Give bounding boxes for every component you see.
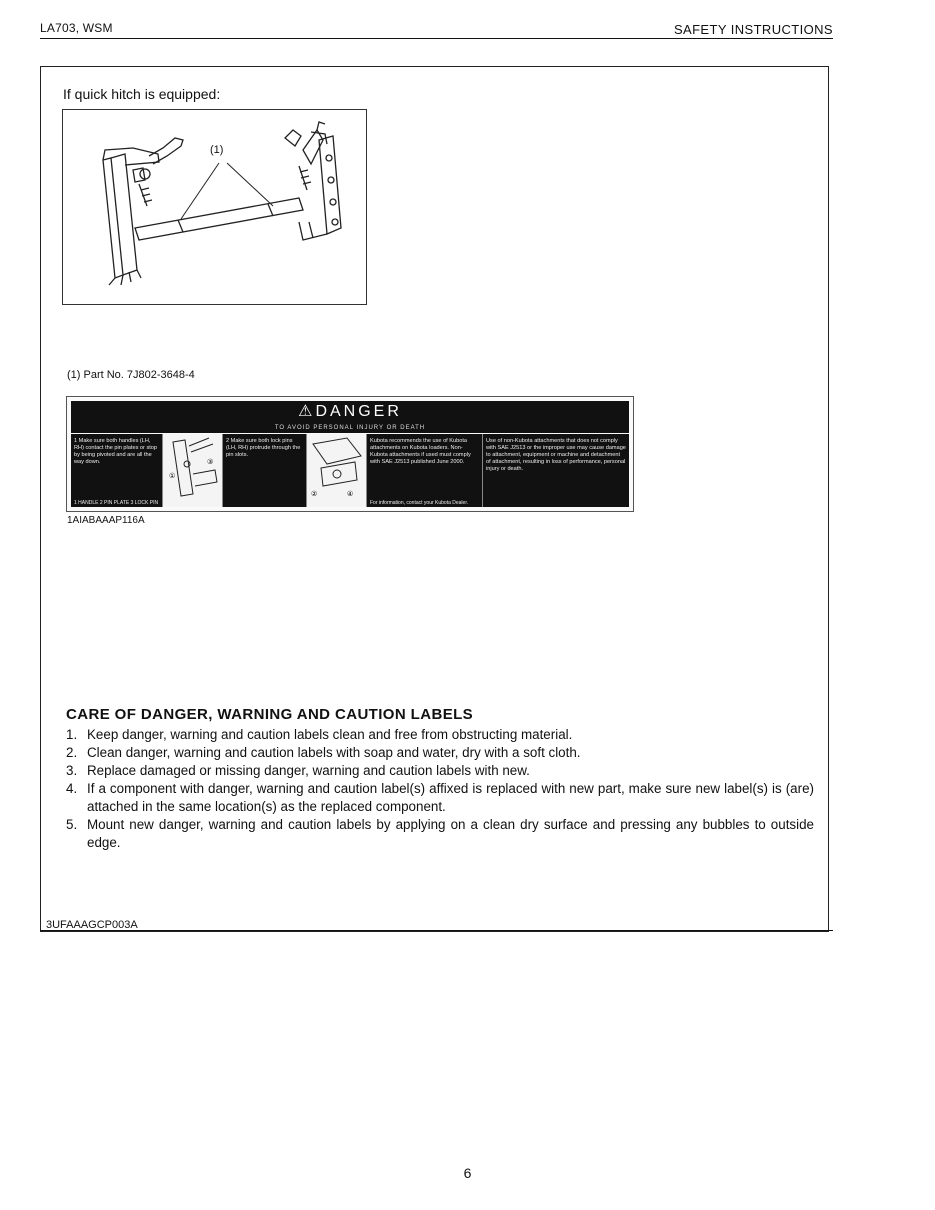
list-item-text: Clean danger, warning and caution labels with soap and water, dry with a soft cloth. — [87, 745, 581, 760]
danger-banner — [71, 401, 629, 423]
list-item — [66, 816, 814, 852]
warning-triangle-icon: ⚠ — [298, 403, 316, 420]
frame-bottom-rule — [40, 930, 833, 931]
danger-panel-1-foot: 1 HANDLE 2 PIN PLATE 3 LOCK PIN — [74, 500, 159, 506]
list-item-text: Mount new danger, warning and caution labels by applying on a clean dry surface and pressing any bubbles to outside edge. — [87, 817, 814, 850]
care-instructions-list — [66, 726, 814, 852]
danger-panel-1-drawing — [163, 434, 223, 507]
list-item-number: 4. — [66, 781, 78, 796]
danger-panel-4 — [483, 434, 629, 507]
section-title: SAFETY INSTRUCTIONS — [673, 22, 833, 37]
danger-label-code: 1AIABAAAP116A — [67, 515, 145, 526]
list-item — [66, 762, 814, 780]
danger-panels — [71, 434, 629, 507]
marker-4: ④ — [347, 490, 354, 498]
header-rule — [40, 38, 833, 39]
danger-panel-3 — [367, 434, 483, 507]
quick-hitch-figure — [62, 109, 367, 305]
danger-decal — [66, 396, 634, 512]
quick-hitch-illustration — [63, 110, 366, 304]
document-code: LA703, WSM — [40, 21, 113, 35]
danger-title: DANGER — [315, 403, 402, 420]
section-code: 3UFAAAGCP003A — [46, 919, 138, 931]
figure-callout-1: (1) — [210, 144, 224, 156]
danger-panel-2-drawing — [307, 434, 367, 507]
page-number: 6 — [463, 1165, 472, 1181]
list-item-text: Replace damaged or missing danger, warning and caution labels with new. — [87, 763, 530, 778]
danger-panel-2-text: 2 Make sure both lock pins (LH, RH) protrude through the pin slots. — [226, 438, 301, 458]
danger-panel-3-foot: For information, contact your Kubota Dealer. — [370, 500, 469, 506]
list-item — [66, 744, 814, 762]
list-item-text: If a component with danger, warning and caution label(s) affixed is replaced with new part, make sure new label(s) is (are) attached in the same location(s) as the replaced component. — [87, 781, 814, 814]
list-item-number: 3. — [66, 763, 78, 778]
list-item-number: 5. — [66, 817, 78, 832]
danger-panel-4-text: Use of non-Kubota attachments that does not comply with SAE J2513 or the improper use may cause damage to attachment, equipment or machine and detachment of attachment, resulting in loss of performance, personal injury or death. — [486, 438, 626, 472]
list-item — [66, 726, 814, 744]
list-item-number: 1. — [66, 727, 78, 742]
danger-panel-2 — [223, 434, 307, 507]
marker-1: ① — [169, 472, 176, 480]
care-section-title: CARE OF DANGER, WARNING AND CAUTION LABELS — [66, 706, 474, 723]
danger-subtitle: TO AVOID PERSONAL INJURY OR DEATH — [71, 423, 629, 433]
danger-panel-1 — [71, 434, 163, 507]
list-item-number: 2. — [66, 745, 78, 760]
lock-pin-drawing — [307, 434, 367, 507]
danger-panel-1-text: 1 Make sure both handles (LH, RH) contact the pin plates or stop by being pivoted and are all the way down. — [74, 438, 158, 465]
handle-lock-drawing — [163, 434, 223, 507]
marker-2: ② — [311, 490, 318, 498]
danger-panel-3-text: Kubota recommends the use of Kubota attachments on Kubota loaders. Non-Kubota attachments if used must comply with SAE J2513 published June 2000. — [370, 438, 471, 465]
figure-caption: (1) Part No. 7J802-3648-4 — [67, 369, 195, 381]
list-item-text: Keep danger, warning and caution labels clean and free from obstructing material. — [87, 727, 573, 742]
marker-3: ③ — [207, 458, 214, 466]
list-item — [66, 780, 814, 816]
intro-text: If quick hitch is equipped: — [63, 86, 221, 102]
